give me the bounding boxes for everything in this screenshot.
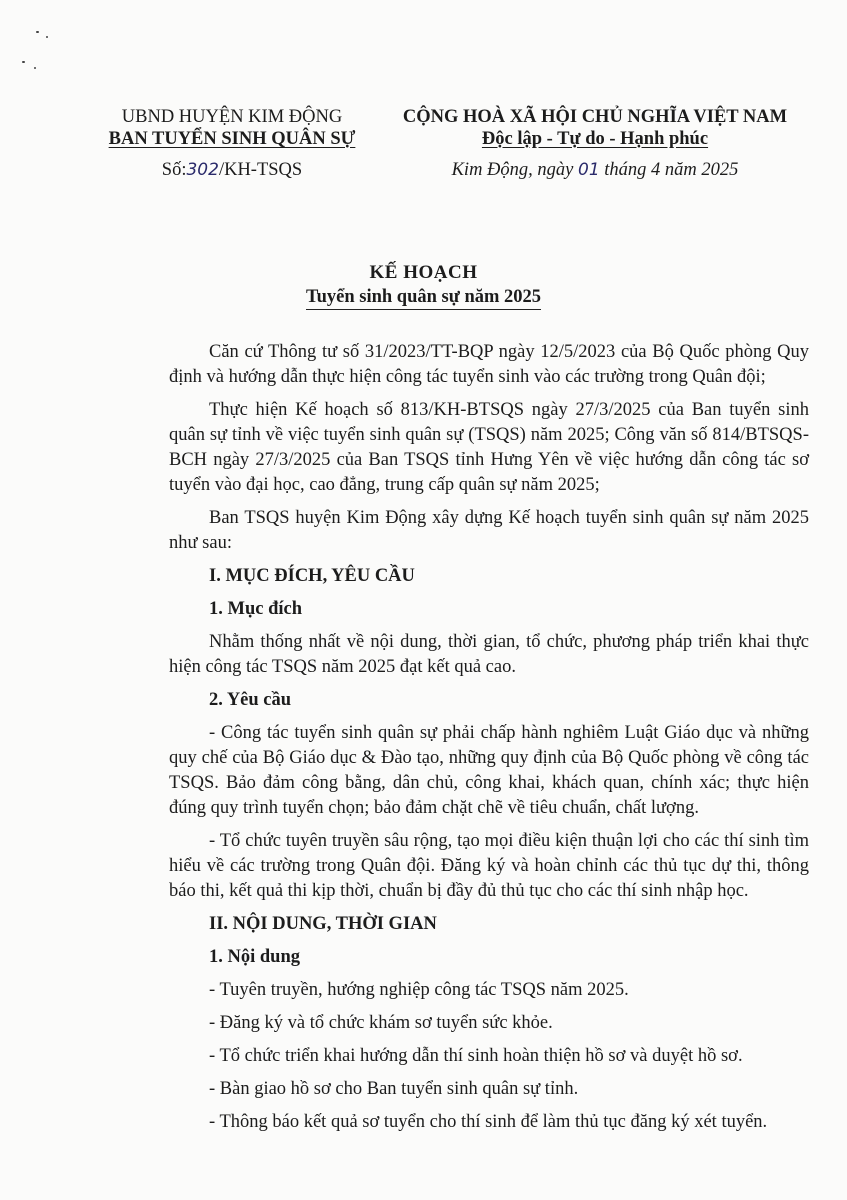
country-name: CỘNG HOÀ XÃ HỘI CHỦ NGHĨA VIỆT NAM bbox=[402, 107, 788, 127]
list-item: - Bàn giao hồ sơ cho Ban tuyển sinh quân sự tỉnh. bbox=[209, 1079, 579, 1099]
document-body bbox=[169, 340, 809, 1135]
list-item: - Tổ chức triển khai hướng dẫn thí sinh hoàn thiện hồ sơ và duyệt hồ sơ. bbox=[209, 1046, 743, 1066]
agency-name bbox=[92, 128, 372, 150]
date-suffix: tháng 4 năm 2025 bbox=[599, 160, 739, 180]
list-item: - Thông báo kết quả sơ tuyển cho thí sinh để làm thủ tục đăng ký xét tuyển. bbox=[209, 1112, 768, 1132]
agency-parent: UBND HUYỆN KIM ĐỘNG bbox=[121, 107, 343, 127]
requirement-paragraph-2: - Tổ chức tuyên truyền sâu rộng, tạo mọi điều kiện thuận lợi cho các thí sinh tìm hiểu về các trường trong Quân đội. Đăng ký và hoàn chỉnh các thủ tục dự thi, thông báo thi, kết quả thi kịp thời, chuẩn bị đầy đủ thủ tục cho các thí sinh nhập học. bbox=[169, 831, 809, 901]
document-subtitle bbox=[0, 287, 847, 308]
motto bbox=[385, 128, 805, 150]
date-day-handwritten: 01 bbox=[578, 160, 600, 180]
motto-text: Độc lập - Tự do - Hạnh phúc bbox=[481, 129, 709, 149]
list-item: - Đăng ký và tổ chức khám sơ tuyển sức khỏe. bbox=[209, 1013, 553, 1033]
number-handwritten: 302 bbox=[186, 160, 219, 180]
number-suffix: /KH-TSQS bbox=[218, 160, 303, 180]
list-item: - Tuyên truyền, hướng nghiệp công tác TSQS năm 2025. bbox=[209, 980, 629, 1000]
basis-paragraph-2: Thực hiện Kế hoạch số 813/KH-BTSQS ngày 27/3/2025 của Ban tuyển sinh quân sự tỉnh về việc tuyển sinh quân sự (TSQS) năm 2025; Công văn số 814/BTSQS-BCH ngày 27/3/2025 của Ban TSQS tỉnh Hưng Yên về việc hướng dẫn công tác sơ tuyển vào đại học, cao đẳng, trung cấp quân sự năm 2025; bbox=[169, 400, 809, 495]
purpose-paragraph: Nhằm thống nhất về nội dung, thời gian, tổ chức, phương pháp triển khai thực hiện công tác TSQS năm 2025 đạt kết quả cao. bbox=[169, 632, 809, 677]
scan-speck bbox=[22, 61, 25, 63]
issuing-agency-block bbox=[92, 106, 372, 181]
requirement-paragraph-1: - Công tác tuyển sinh quân sự phải chấp hành nghiêm Luật Giáo dục và những quy chế của Bộ Giáo dục & Đào tạo, những quy định của Bộ Quốc phòng về công tác TSQS. Bảo đảm công bằng, dân chủ, công khai, khách quan, chính xác; thực hiện đúng quy trình tuyển chọn; bảo đảm chặt chẽ về tiêu chuẩn, chất lượng. bbox=[169, 723, 809, 818]
document-number bbox=[92, 160, 372, 181]
document-title: KẾ HOẠCH bbox=[369, 262, 478, 283]
place-date bbox=[385, 160, 805, 181]
agency-name-text: BAN TUYỂN SINH QUÂN SỰ bbox=[108, 129, 356, 149]
section-heading-2: II. NỘI DUNG, THỜI GIAN bbox=[209, 914, 437, 934]
national-motto-block bbox=[385, 106, 805, 181]
subsection-heading-requirements: 2. Yêu cầu bbox=[209, 690, 292, 710]
subsection-heading-content: 1. Nội dung bbox=[209, 947, 300, 967]
scan-speck bbox=[34, 67, 36, 69]
basis-paragraph-1: Căn cứ Thông tư số 31/2023/TT-BQP ngày 12/5/2023 của Bộ Quốc phòng Quy định và hướng dẫn thực hiện công tác tuyển sinh vào các trường trong Quân đội; bbox=[169, 342, 809, 387]
intro-paragraph: Ban TSQS huyện Kim Động xây dựng Kế hoạch tuyển sinh quân sự năm 2025 như sau: bbox=[169, 508, 809, 553]
number-prefix: Số: bbox=[161, 160, 187, 180]
subsection-heading-purpose: 1. Mục đích bbox=[209, 599, 303, 619]
document-subtitle-text: Tuyển sinh quân sự năm 2025 bbox=[306, 287, 541, 310]
date-prefix: Kim Động, ngày bbox=[451, 160, 579, 180]
scan-speck bbox=[36, 31, 39, 33]
section-heading-1: I. MỤC ĐÍCH, YÊU CẦU bbox=[209, 566, 415, 586]
scan-speck bbox=[46, 36, 48, 38]
